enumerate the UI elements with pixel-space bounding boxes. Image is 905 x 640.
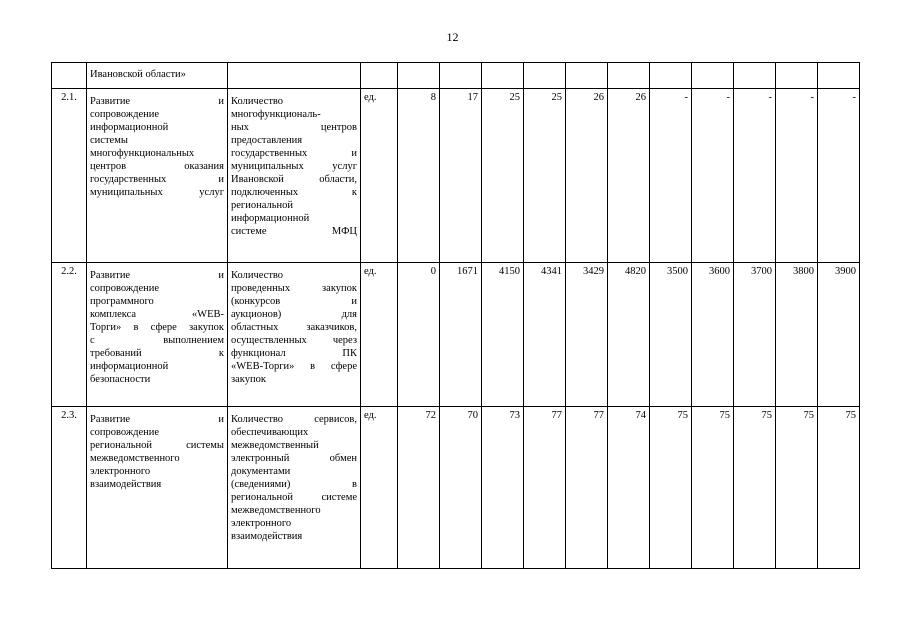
value-cell: 26 — [566, 89, 608, 263]
text-line: центров оказания — [90, 161, 224, 172]
text-line: системы — [90, 135, 128, 146]
value-cell: 73 — [482, 407, 524, 569]
value-cell: 77 — [566, 407, 608, 569]
text-line: ных центров — [231, 122, 357, 133]
page-number: 12 — [446, 30, 459, 44]
value-cell: - — [818, 89, 860, 263]
text-line: межведомственного — [231, 505, 321, 516]
text-line: обеспечивающих — [231, 427, 309, 438]
text-line: Развитие и — [90, 96, 224, 107]
text-line: Количество сервисов, — [231, 414, 357, 425]
table-cell — [608, 63, 650, 89]
table-cell — [52, 63, 87, 89]
text-line: сопровождение — [90, 427, 160, 438]
value-cell: - — [650, 89, 692, 263]
text-line: программного — [90, 296, 154, 307]
value-cell: 26 — [608, 89, 650, 263]
value-cell: - — [734, 89, 776, 263]
unit-cell: ед. — [361, 407, 398, 569]
activity-cell — [87, 263, 228, 407]
text-line: системе МФЦ — [231, 226, 357, 237]
unit-cell: ед. — [361, 263, 398, 407]
value-cell: 17 — [440, 89, 482, 263]
text-line: безопасности — [90, 374, 151, 385]
text-line: (сведениями) в — [231, 479, 357, 490]
value-cell: 75 — [692, 407, 734, 569]
text-line: подключенных к — [231, 187, 357, 198]
text-line: проведенных закупок — [231, 283, 357, 294]
text-line: с выполнением — [90, 335, 224, 346]
indicator-cell — [228, 407, 361, 569]
value-cell: 75 — [776, 407, 818, 569]
text-line: Количество — [231, 270, 284, 281]
value-cell: 72 — [398, 407, 440, 569]
table-cell — [228, 63, 361, 89]
text-line: «WEB-Торги» в сфере — [231, 361, 357, 372]
table-cell — [524, 63, 566, 89]
value-cell: 3600 — [692, 263, 734, 407]
text-line: электронного — [90, 466, 151, 477]
value-cell: 4150 — [482, 263, 524, 407]
table-cell — [776, 63, 818, 89]
value-cell: 3500 — [650, 263, 692, 407]
value-cell: 3700 — [734, 263, 776, 407]
text-line: сопровождение — [90, 283, 160, 294]
value-cell: - — [776, 89, 818, 263]
table-cell — [398, 63, 440, 89]
text-line: Количество — [231, 96, 284, 107]
text-line: муниципальных услуг — [90, 187, 224, 198]
text-line: многофункциональных — [90, 148, 195, 159]
text-line: предоставления — [231, 135, 303, 146]
row-number: 2.3. — [52, 407, 87, 569]
text-line: государственных и — [90, 174, 224, 185]
text-line: взаимодействия — [90, 479, 162, 490]
text-line: (конкурсов и — [231, 296, 357, 307]
text-line: Ивановской области, — [231, 174, 357, 185]
table-row — [52, 89, 860, 263]
indicator-cell — [228, 89, 361, 263]
text-line: многофункциональ- — [231, 109, 321, 120]
text-line: сопровождение — [90, 109, 160, 120]
text-line: Развитие и — [90, 270, 224, 281]
value-cell: 77 — [524, 407, 566, 569]
indicators-table — [51, 62, 860, 569]
table-cell — [566, 63, 608, 89]
text-line: межведомственного — [90, 453, 180, 464]
table-cell — [734, 63, 776, 89]
table-cell — [482, 63, 524, 89]
text-line: документами — [231, 466, 291, 477]
text-line: электронный обмен — [231, 453, 357, 464]
value-cell: 25 — [482, 89, 524, 263]
value-cell: 0 — [398, 263, 440, 407]
activity-cell — [87, 407, 228, 569]
value-cell: 3429 — [566, 263, 608, 407]
table-cell — [692, 63, 734, 89]
text-line: Торги» в сфере закупок — [90, 322, 224, 333]
text-line: аукционов) для — [231, 309, 357, 320]
text-line: региональной системы — [90, 440, 224, 451]
text-line: Развитие и — [90, 414, 224, 425]
table-row — [52, 263, 860, 407]
table-row — [52, 63, 860, 89]
table-row — [52, 407, 860, 569]
value-cell: 70 — [440, 407, 482, 569]
text-line: региональной системе — [231, 492, 357, 503]
value-cell: - — [692, 89, 734, 263]
table-cell — [440, 63, 482, 89]
text-line: информационной — [231, 213, 310, 224]
text-line: региональной — [231, 200, 293, 211]
text-line: межведомственный — [231, 440, 319, 451]
value-cell: 1671 — [440, 263, 482, 407]
unit-cell: ед. — [361, 89, 398, 263]
text-line: функционал ПК — [231, 348, 357, 359]
text-line: информационной — [90, 122, 169, 133]
value-cell: 8 — [398, 89, 440, 263]
row-number: 2.1. — [52, 89, 87, 263]
text-line: государственных и — [231, 148, 357, 159]
text-line: муниципальных услуг — [231, 161, 357, 172]
indicator-cell — [228, 263, 361, 407]
value-cell: 75 — [650, 407, 692, 569]
row-number: 2.2. — [52, 263, 87, 407]
table-cell — [818, 63, 860, 89]
value-cell: 3800 — [776, 263, 818, 407]
text-line: закупок — [231, 374, 266, 385]
value-cell: 74 — [608, 407, 650, 569]
text-line: информационной — [90, 361, 169, 372]
text-line: комплекса «WEB- — [90, 309, 224, 320]
value-cell: 75 — [818, 407, 860, 569]
text-line: требований к — [90, 348, 224, 359]
text-line: взаимодействия — [231, 531, 303, 542]
value-cell: 4820 — [608, 263, 650, 407]
value-cell: 3900 — [818, 263, 860, 407]
value-cell: 25 — [524, 89, 566, 263]
continuation-cell: Ивановской области» — [87, 63, 228, 89]
table-cell — [361, 63, 398, 89]
text-line: электронного — [231, 518, 292, 529]
value-cell: 75 — [734, 407, 776, 569]
value-cell: 4341 — [524, 263, 566, 407]
text-line: областных заказчиков, — [231, 322, 357, 333]
text-line: осуществленных через — [231, 335, 357, 346]
activity-cell — [87, 89, 228, 263]
table-cell — [650, 63, 692, 89]
